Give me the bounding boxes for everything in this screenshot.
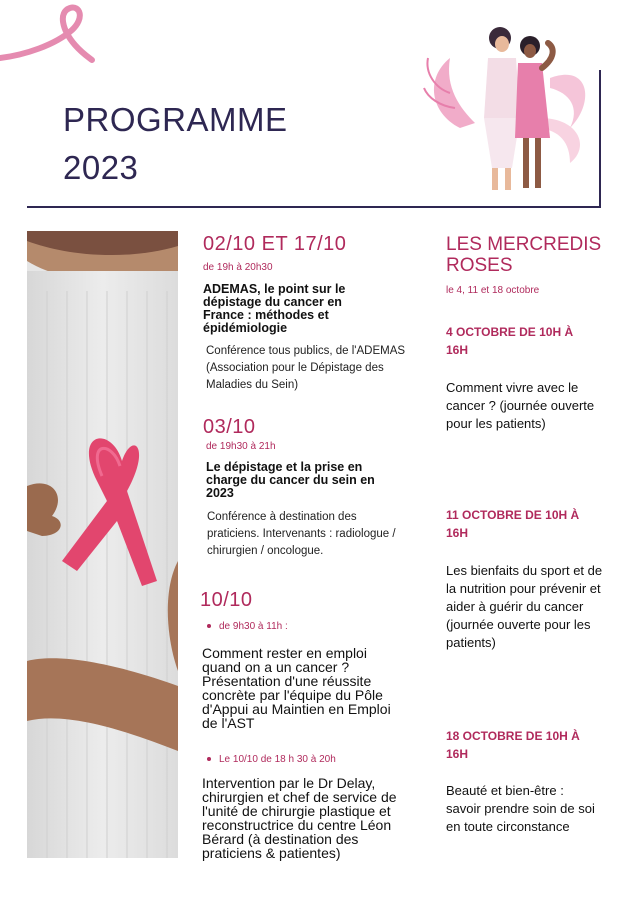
pink-ribbon-icon [0, 0, 110, 75]
title-line-2: 2023 [63, 149, 139, 186]
event-text-3a: Comment rester en emploi quand on a un cancer ? Présentation d'une réussite concrète par l'équipe du Pôle d'Appui au Maintien en Emploi de l'AST [202, 645, 391, 731]
event-bullet-1-text: de 9h30 à 11h : [219, 621, 288, 632]
event-time-2: de 19h30 à 21h [206, 441, 276, 452]
event-time-1: de 19h à 20h30 [203, 262, 273, 273]
mercredi-text-2: Les bienfaits du sport et de la nutrition pour prévenir et aider à guérir du cancer (journée ouverte pour les patients) [446, 563, 603, 650]
event-title-1: ADEMAS, le point sur le dépistage du cancer en France : méthodes et épidémiologie [203, 282, 346, 335]
mercredi-head-3: 18 OCTOBRE DE 10H À 16H [446, 729, 580, 761]
event-bullet-2-text: Le 10/10 de 18 h 30 à 20h [219, 754, 336, 765]
event-title-2: Le dépistage et la prise en charge du cancer du sein en 2023 [206, 460, 375, 500]
title-line-1: PROGRAMME [63, 101, 288, 138]
mercredi-head-1: 4 OCTOBRE DE 10H À 16H [446, 325, 574, 357]
mercredis-subtitle: le 4, 11 et 18 octobre [446, 285, 540, 296]
header-divider [27, 206, 600, 208]
ribbon-photo [27, 231, 178, 858]
women-illustration [420, 18, 595, 203]
bullet-icon [207, 624, 211, 628]
event-date-2: 03/10 [203, 416, 256, 438]
page-title [63, 96, 288, 192]
mercredi-head-2: 11 OCTOBRE DE 10H À 16H [446, 508, 580, 540]
mercredis-title: LES MERCREDIS ROSES [446, 234, 602, 276]
event-bullet-2 [207, 754, 336, 765]
event-body-1: Conférence tous publics, de l'ADEMAS (Association pour le Dépistage des Maladies du Sein) [206, 345, 406, 391]
bullet-icon [207, 757, 211, 761]
event-date-3: 10/10 [200, 589, 253, 611]
mercredi-text-1: Comment vivre avec le cancer ? (journée ouverte pour les patients) [446, 380, 595, 431]
event-text-3b: Intervention par le Dr Delay, chirurgien et chef de service de l'unité de chirurgie plastique et reconstructrice du centre Léon Bérard (à destination des praticiens & patientes) [202, 775, 397, 861]
event-body-2: Conférence à destination des praticiens. Intervenants : radiologue / chirurgien / oncologue. [207, 511, 396, 557]
mercredi-text-3: Beauté et bien-être : savoir prendre soin de soi en toute circonstance [446, 783, 595, 834]
header-frame-right [599, 70, 601, 208]
event-date-1: 02/10 ET 17/10 [203, 233, 347, 255]
event-bullet-1 [207, 621, 288, 632]
